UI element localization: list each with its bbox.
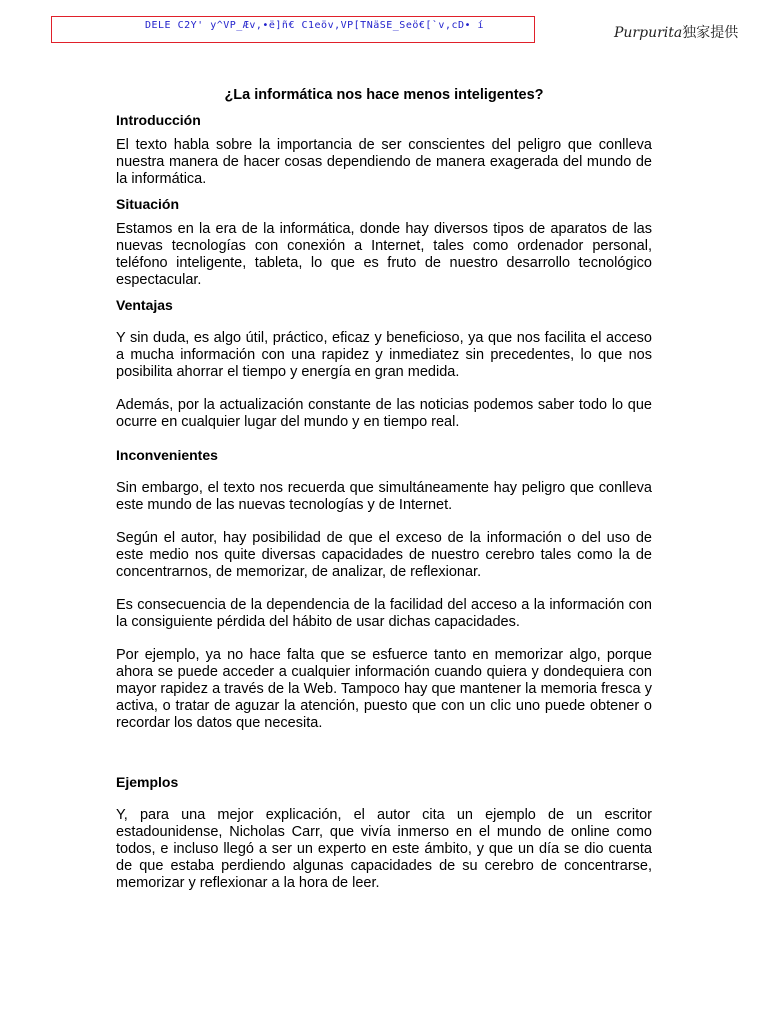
document-body	[116, 87, 652, 892]
paragraph-disadvantages-4: Por ejemplo, ya no hace falta que se esfuerce tanto en memorizar algo, porque ahora se puede acceder a cualquier información cuando quiera y dondequiera con mayor rapidez a través de la Web. Tampoco hay que mantener la memoria fresca y activa, o tratar de aguzar la atención, puesto que con un clic uno puede obtener o recordar los datos que necesita.	[116, 647, 652, 731]
document-title: ¿La informática nos hace menos inteligentes?	[224, 87, 544, 103]
paragraph-disadvantages-1: Sin embargo, el texto nos recuerda que simultáneamente hay peligro que conlleva este mundo de las nuevas tecnologías y de Internet.	[116, 480, 652, 513]
paragraph-examples-1: Y, para una mejor explicación, el autor cita un ejemplo de un escritor estadounidense, Nicholas Carr, que vivía inmerso en el mundo de online como todos, e incluso llegó a ser un experto en este ámbito, y que un día se dio cuenta de que estaba perdiendo algunas capacidades de su cerebro de concentrarse, memorizar y reflexionar a la hora de leer.	[116, 807, 652, 891]
header-box	[51, 16, 535, 43]
heading-introduccion: Introducción	[116, 112, 201, 128]
paragraph-intro-1: El texto habla sobre la importancia de ser conscientes del peligro que conlleva nuestra manera de hacer cosas dependiendo de manera exagerada del mundo de la informática.	[116, 137, 652, 187]
heading-inconvenientes: Inconvenientes	[116, 447, 218, 463]
header-garbled-text: DELE C2Y' y^VP_Æv‚•ë]ñ€ C1eöv‚VP[TNäSE_Seö€[`v‚cD• í	[145, 20, 485, 31]
paragraph-situation-1: Estamos en la era de la informática, donde hay diversos tipos de aparatos de las nuevas tecnologías con conexión a Internet, tales como ordenador personal, teléfono inteligente, tableta, lo que es fruto de nuestro desarrollo tecnológico espectacular.	[116, 221, 652, 288]
heading-ventajas: Ventajas	[116, 297, 173, 313]
watermark-latin: Purpurita	[614, 25, 683, 41]
paragraph-disadvantages-3: Es consecuencia de la dependencia de la facilidad del acceso a la información con la consiguiente pérdida del hábito de usar dichas capacidades.	[116, 597, 652, 630]
watermark-cjk: 独家提供	[682, 25, 739, 41]
paragraph-disadvantages-2: Según el autor, hay posibilidad de que el exceso de la información o del uso de este medio nos quite diversas capacidades de nuestro cerebro tales como la de concentrarnos, de memorizar, de analizar, de reflexionar.	[116, 530, 652, 580]
heading-situacion: Situación	[116, 196, 180, 212]
watermark	[614, 22, 738, 42]
paragraph-advantages-1: Y sin duda, es algo útil, práctico, eficaz y beneficioso, ya que nos facilita el acceso a mucha información con una rapidez y inmediatez sin precedentes, lo que nos posibilita ahorrar el tiempo y energía en gran medida.	[116, 330, 652, 380]
heading-ejemplos: Ejemplos	[116, 774, 179, 790]
paragraph-advantages-2: Además, por la actualización constante de las noticias podemos saber todo lo que ocurre en cualquier lugar del mundo y en tiempo real.	[116, 397, 652, 430]
